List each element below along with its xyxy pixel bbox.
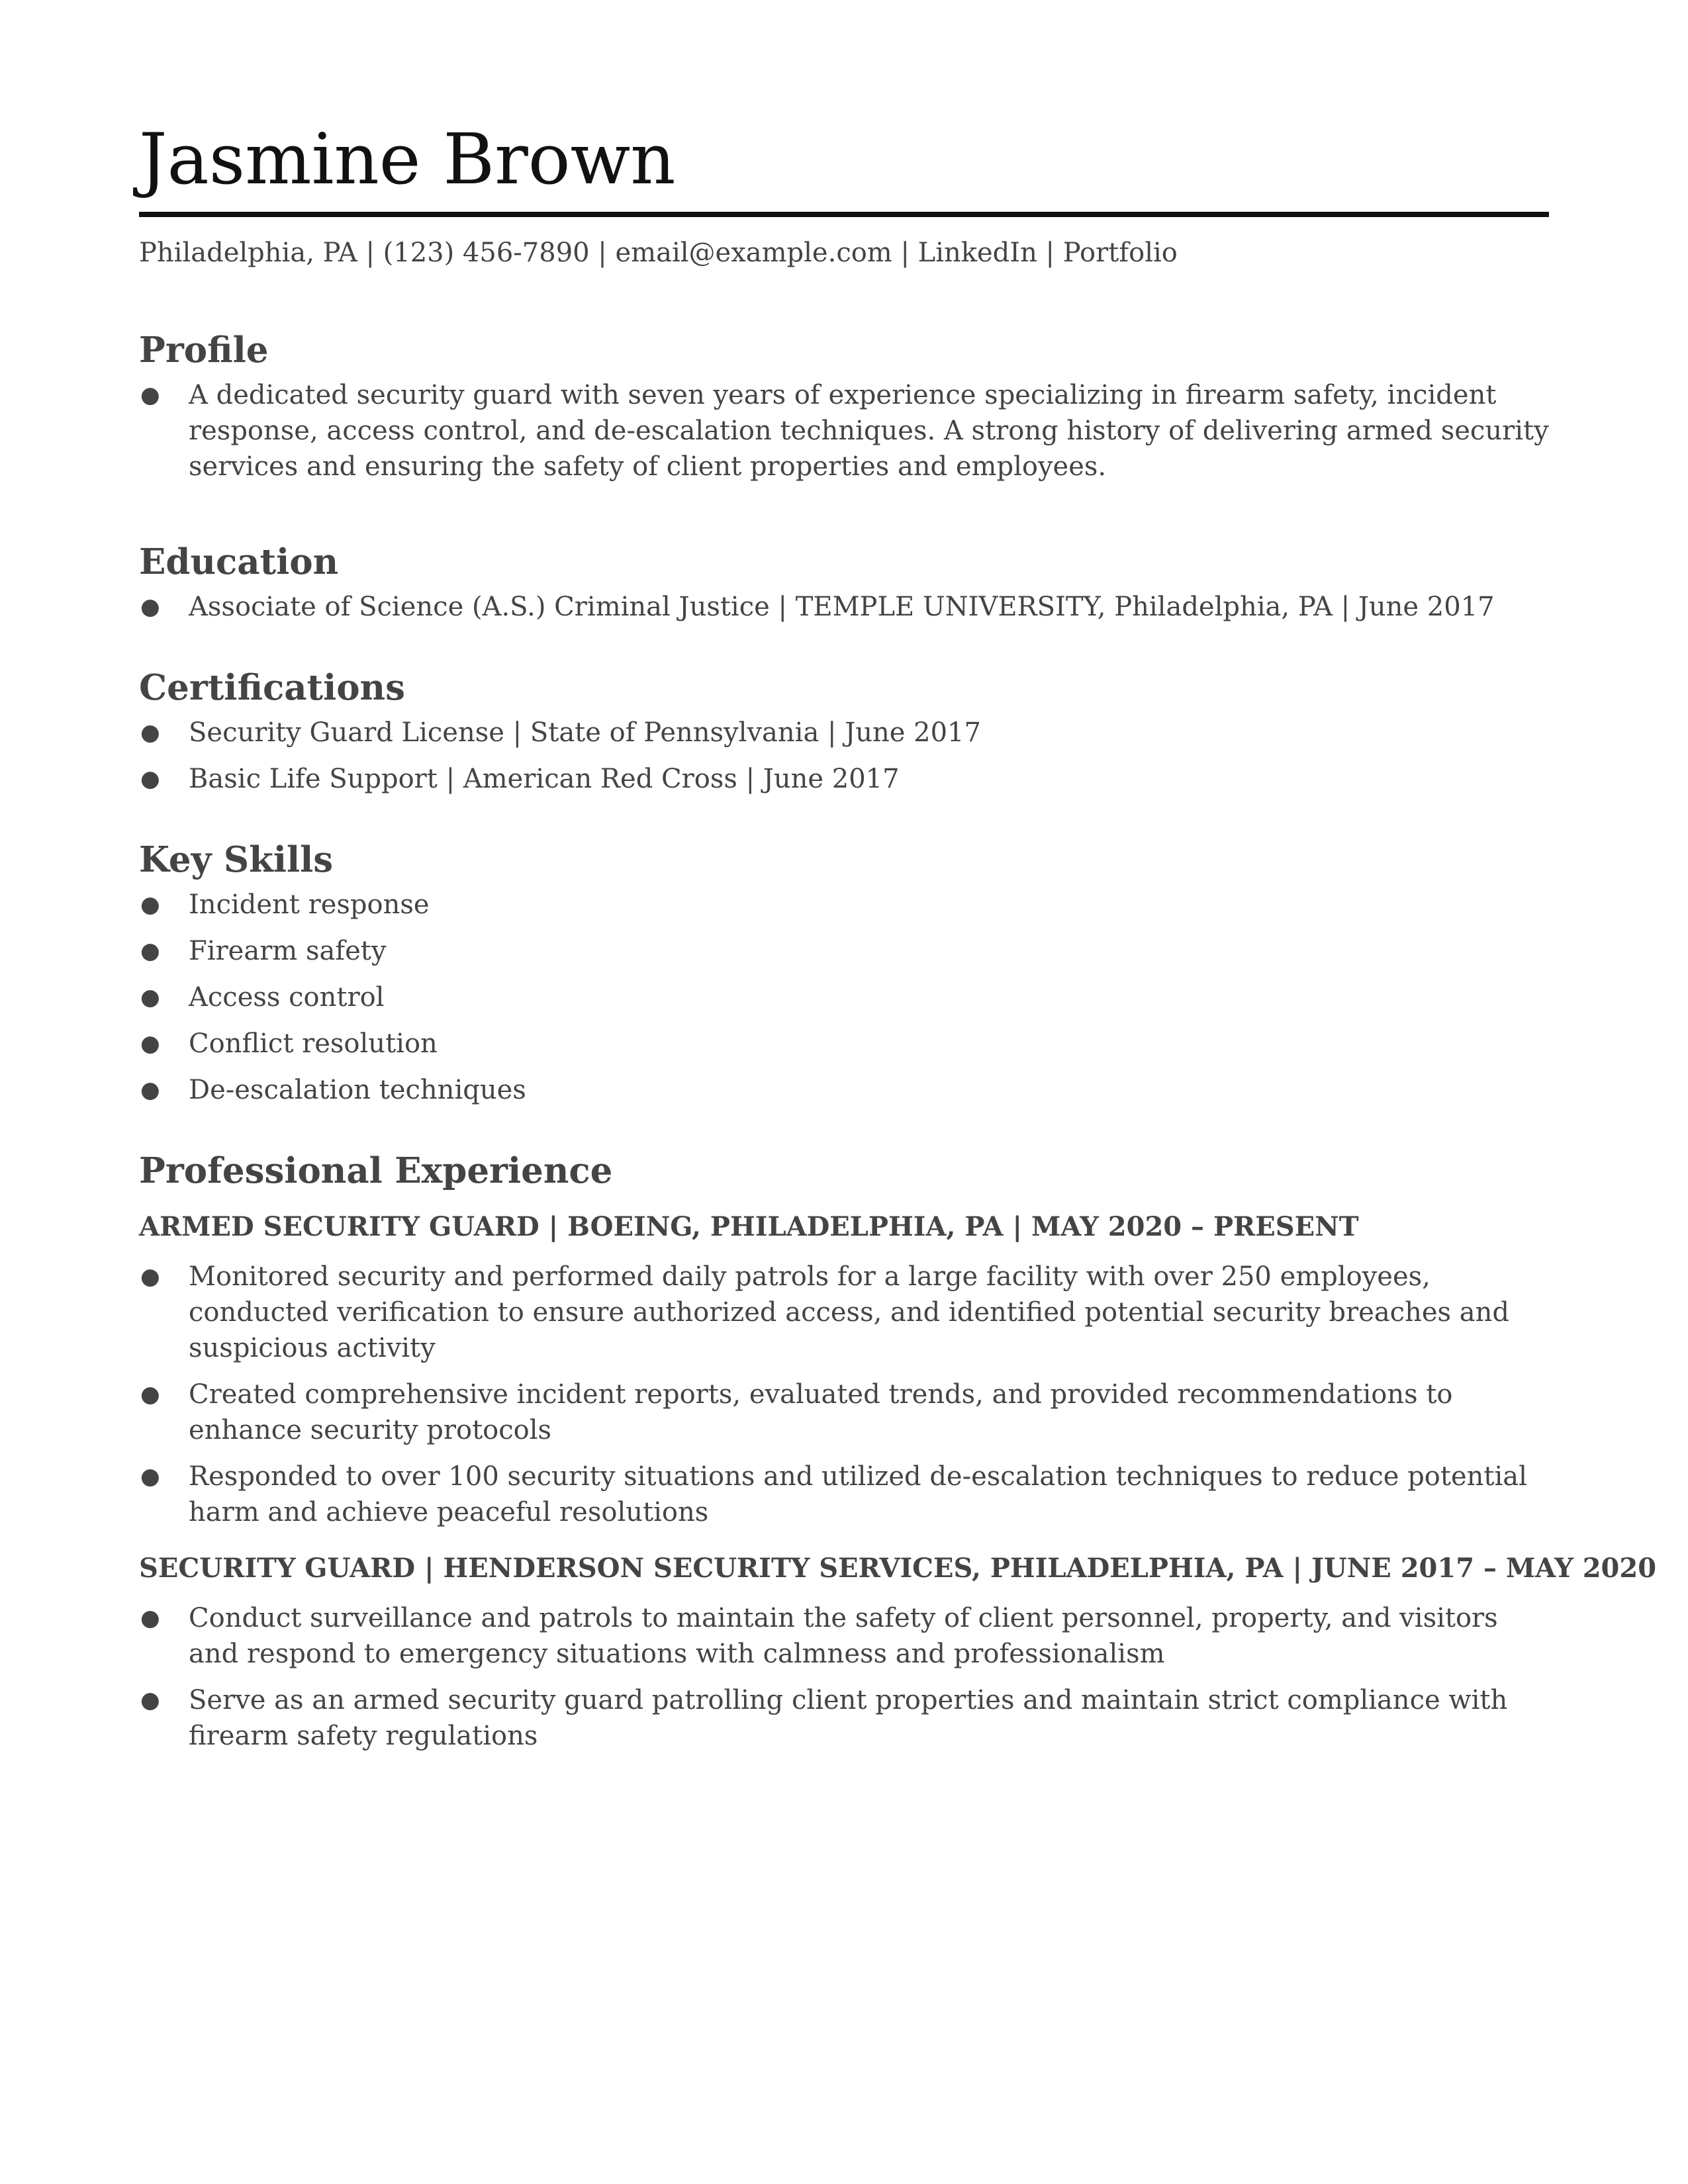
list-item: [139, 1026, 1549, 1062]
section-title-education: Education: [139, 541, 339, 582]
profile-list: [139, 377, 1549, 484]
job-bullets: [139, 1600, 1549, 1754]
skill-entry: Access control: [189, 982, 385, 1013]
list-item: [139, 761, 1549, 797]
bullet-icon: ●: [140, 719, 160, 746]
bullet-icon: ●: [140, 594, 160, 620]
profile-summary: A dedicated security guard with seven years of experience specializing in firearm safety, incident response, access control, and de-escalation techniques. A strong history of delivering armed security services and ensuring the safety of client properties and employees.: [189, 380, 1549, 482]
job-bullet-text: Serve as an armed security guard patrolling client properties and maintain strict compliance with firearm safety regulations: [189, 1685, 1508, 1751]
list-item: [139, 1377, 1549, 1448]
candidate-name: Jasmine Brown: [139, 118, 676, 200]
list-item: [139, 589, 1549, 625]
job-bullet-text: Created comprehensive incident reports, evaluated trends, and provided recommendations to enhance security protocols: [189, 1379, 1453, 1445]
certifications-section: [139, 664, 1549, 797]
skill-entry: De-escalation techniques: [189, 1075, 526, 1105]
bullet-icon: ●: [140, 984, 160, 1011]
job-heading: ARMED SECURITY GUARD | BOEING, PHILADELPHIA, PA | MAY 2020 – PRESENT: [139, 1211, 1359, 1242]
job-bullet-text: Responded to over 100 security situations and utilized de-escalation techniques to reduce potential harm and achieve peaceful resolutions: [189, 1461, 1527, 1527]
bullet-icon: ●: [140, 1030, 160, 1057]
list-item: [139, 1259, 1549, 1366]
skill-entry: Conflict resolution: [189, 1028, 438, 1059]
list-item: [139, 377, 1549, 484]
bullet-icon: ●: [140, 766, 160, 792]
job-bullets: [139, 1259, 1549, 1530]
section-title-certifications: Certifications: [139, 667, 405, 708]
list-item: [139, 1600, 1549, 1672]
list-item: [139, 887, 1549, 923]
bullet-icon: ●: [140, 1381, 160, 1408]
bullet-icon: ●: [140, 1687, 160, 1713]
experience-section: [139, 1148, 1657, 1754]
skills-section: [139, 837, 1549, 1108]
job-bullet-text: Conduct surveillance and patrols to maintain the safety of client personnel, property, and visitors and respond to emergency situations with calmness and professionalism: [189, 1603, 1498, 1669]
certifications-list: [139, 715, 1549, 797]
education-entry: Associate of Science (A.S.) Criminal Justice | TEMPLE UNIVERSITY, Philadelphia, PA | June 2017: [189, 592, 1495, 622]
job-heading: SECURITY GUARD | HENDERSON SECURITY SERVICES, PHILADELPHIA, PA | JUNE 2017 – MAY 2020: [139, 1553, 1657, 1584]
bullet-icon: ●: [140, 1077, 160, 1103]
profile-section: [139, 327, 1549, 484]
section-title-skills: Key Skills: [139, 839, 334, 880]
education-section: [139, 539, 1549, 625]
section-title-experience: Professional Experience: [139, 1150, 613, 1191]
header-divider: [139, 212, 1549, 217]
list-item: [139, 933, 1549, 969]
list-item: [139, 1682, 1549, 1754]
list-item: [139, 1072, 1549, 1108]
education-list: [139, 589, 1549, 625]
bullet-icon: ●: [140, 891, 160, 918]
list-item: [139, 1459, 1549, 1530]
bullet-icon: ●: [140, 1263, 160, 1290]
list-item: [139, 715, 1549, 751]
bullet-icon: ●: [140, 1605, 160, 1631]
section-title-profile: Profile: [139, 330, 269, 371]
job-bullet-text: Monitored security and performed daily patrols for a large facility with over 250 employees, conducted verification to ensure authorized access, and identified potential security breaches and suspicious activity: [189, 1261, 1509, 1363]
bullet-icon: ●: [140, 1463, 160, 1490]
contact-line: Philadelphia, PA | (123) 456-7890 | email@example.com | LinkedIn | Portfolio: [139, 238, 1178, 268]
certification-entry: Basic Life Support | American Red Cross | June 2017: [189, 764, 900, 794]
skill-entry: Incident response: [189, 889, 430, 920]
skill-entry: Firearm safety: [189, 936, 387, 966]
skills-list: [139, 887, 1549, 1108]
bullet-icon: ●: [140, 382, 160, 408]
bullet-icon: ●: [140, 938, 160, 964]
list-item: [139, 979, 1549, 1015]
certification-entry: Security Guard License | State of Pennsylvania | June 2017: [189, 717, 981, 748]
resume-page: [139, 113, 1657, 1764]
